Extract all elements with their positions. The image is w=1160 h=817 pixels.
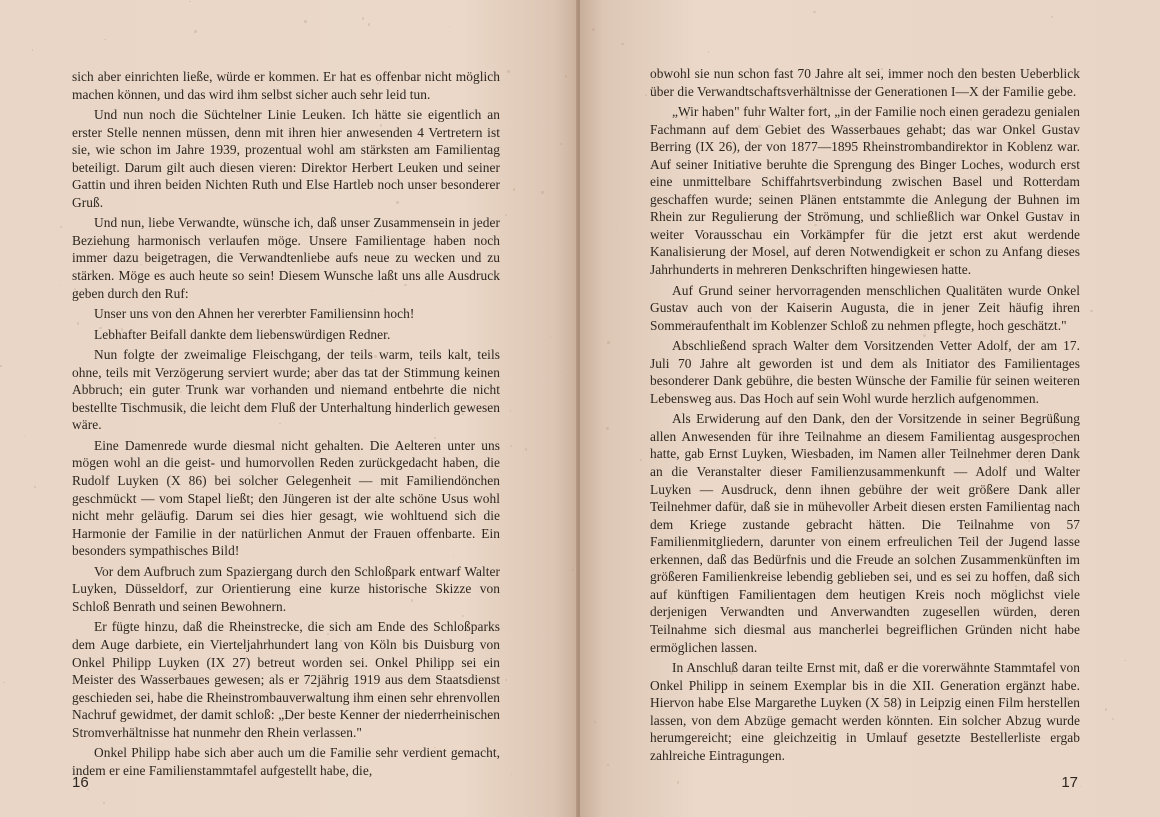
paragraph: obwohl sie nun schon fast 70 Jahre alt sei, immer noch den besten Ueberblick über die Verwandtschaftsverhältnisse der Generationen I—X der Familie gebe. [650, 66, 1080, 99]
paper-speck [505, 679, 507, 681]
paper-speck [736, 449, 738, 451]
paragraph: sich aber einrichten ließe, würde er kommen. Er hat es offenbar nicht möglich machen können, und das wird ihm selbst sicher auch sehr leid tun. [72, 69, 500, 102]
paragraph: Als Erwiderung auf den Dank, den der Vorsitzende in seiner Begrüßung allen Anwesenden für ihre Teilnahme an diesem Familientag ausgesprochen hatte, gab Ernst Luyken, Wiesbaden, im Namen aller Teilnehmer deren Dank an die Veranstalter dieser Familienzusammenkunft — Adolf und Walter Luyken — Ausdruck, denn ihnen gebühre der weit größere Dank aller Teilnehmer dafür, daß sie in mühevoller Arbeit diesen ersten Familientag nach dem Kriege zustande gebracht hätten. Die Teilnahme von 57 Familienmitgliedern, darunter von einem erfreulichen Teil der Jugend lasse erkennen, daß das Bedürfnis und die Freude an solchen Zusammenkünften im größeren Familienkreise lebendig geblieben sei, und es sei zu hoffen, daß sich auf künftigen Familientagen dem heutigen Kreis noch möglichst viele derjenigen Verwandten und Anverwandten zugesellen würden, deren Teilnahme sich diesmal aus mancherlei begreiflichen Gründen nicht habe ermöglichen lassen. [650, 411, 1080, 655]
paper-speck [525, 448, 527, 450]
paper-speck [374, 355, 377, 358]
paper-speck [0, 365, 2, 367]
paragraph: In Anschluß daran teilte Ernst mit, daß er die vorerwähnte Stammtafel von Onkel Philipp in seinem Exemplar bis in die XII. Generation ergänzt habe. Hiervon habe Else Margarethe Luyken (X 58) in Leipzig einen Film herstellen lassen, von dem Abzüge gemacht werden könnten. Ein solcher Abzug wurde herumgereicht; eine gleichzeitig in Umlauf gesetzte Bestellerliste ergab zahlreiche Eintragungen. [650, 660, 1080, 763]
paper-speck [708, 350, 710, 352]
paper-speck [188, 393, 189, 394]
paper-speck [1003, 476, 1005, 478]
page-number-right: 17 [1061, 774, 1078, 791]
paper-speck [304, 20, 307, 23]
paper-speck [79, 151, 80, 152]
paper-speck [327, 633, 329, 635]
paragraph: „Wir haben" fuhr Walter fort, „in der Familie noch einen geradezu genialen Fachmann auf dem Gebiet des Wasserbaues gehabt; das war Onkel Gustav Berring (IX 26), der von 1877—1895 Rheinstrombandirektor in Koblenz war. Auf seiner Initiative beruhte die Sprengung des Binger Loches, wodurch erst eine unmittelbare Schiffahrtsverbindung zwischen Basel und Rotterdam geschaffen wurde; seinen Plänen entstammte die Anlegung der Buhnen im Rhein zur Regulierung der Strömung, und schließlich war Onkel Gustav in weiter Vorausschau ein Vorkämpfer für die jetzt erst akut werdende Kanalisierung der Mosel, auf deren Notwendigkeit er schon zu Anfang dieses Jahrhunderts in mehreren Denkschriften hingewiesen hatte. [650, 104, 1080, 278]
paper-speck [289, 633, 291, 635]
paper-speck [189, 1, 190, 2]
paper-speck [813, 11, 815, 13]
paper-speck [396, 201, 399, 204]
paper-speck [119, 367, 121, 369]
paper-speck [1015, 585, 1017, 587]
paper-speck [606, 427, 608, 429]
right-page [580, 0, 1160, 817]
toast-quote: Unser uns von den Ahnen her vererbter Familiensinn hoch! [94, 306, 415, 322]
paper-speck [541, 191, 544, 194]
paper-speck [99, 327, 101, 329]
paper-speck [462, 413, 464, 415]
paper-speck [713, 81, 714, 82]
paper-speck [434, 437, 436, 439]
paper-speck [248, 475, 250, 477]
paper-speck [77, 322, 80, 325]
paper-speck [180, 391, 182, 393]
paper-speck [359, 662, 361, 664]
paper-speck [505, 214, 507, 216]
paper-speck [1011, 477, 1012, 478]
right-page-text [650, 65, 1080, 764]
paper-speck [783, 524, 785, 526]
paper-speck [510, 445, 512, 447]
paper-speck [758, 125, 761, 128]
paper-speck [388, 754, 390, 756]
paper-speck [689, 320, 692, 323]
left-page-text [72, 68, 500, 779]
paper-speck [121, 328, 124, 331]
paper-speck [640, 459, 642, 461]
paper-speck [442, 71, 444, 73]
paragraph: Auf Grund seiner hervorragenden menschlichen Qualitäten wurde Onkel Gustav auch von der Kaiserin Augusta, die in jener Zeit häufig ihren Sommeraufenthalt im Koblenzer Schloß zu nehmen pflegte, hoch geschätzt." [650, 282, 1080, 333]
paper-speck [404, 284, 407, 287]
paragraph: Lebhafter Beifall dankte dem liebenswürdigen Redner. [94, 326, 391, 342]
paper-speck [377, 83, 378, 84]
paragraph: Eine Damenrede wurde diesmal nicht gehalten. Die Aelteren unter uns mögen wohl an die geist- und humorvollen Reden zurückgedacht haben, die Rudolf Luyken (X 86) bei solcher Gelegenheit — mit Familiendönchen geschmückt — vom Stapel ließt; den Jüngeren ist der alte schöne Usus wohl nicht mehr geläufig. Darum sei dies hier gesagt, wie wohltuend sich die Harmonie der Familie in der natürlichen Anmut der Frauen offenbarte. Ein besonders sympathisches Bild! [72, 437, 500, 559]
paragraph: Vor dem Aufbruch zum Spaziergang durch den Schloßpark entwarf Walter Luyken, Düsseldorf, zur Orientierung eine kurze historische Skizze von Schloß Benrath und seinen Bewohnern. [72, 563, 500, 614]
paper-speck [550, 336, 551, 337]
paper-speck [1066, 697, 1069, 700]
paragraph: Abschließend sprach Walter dem Vorsitzenden Vetter Adolf, der am 17. Juli 70 Jahre alt geworden ist und dem als Initiator des Familientages besonderer Dank gebühre, die besten Wünsche der Familie für seinen weiteren Lebensweg aus. Das Hoch auf sein Wohl wurde herzlich aufgenommen. [650, 338, 1080, 406]
paper-speck [3, 682, 4, 683]
paragraph: Er fügte hinzu, daß die Rheinstrecke, die sich am Ende des Schloßparks dem Auge darbiete, ein Vierteljahrhundert lang von Köln bis Duisburg von Onkel Philipp Luyken (IX 27) betreut worden sei. Onkel Philipp sei ein Meister des Wasserbaues gewesen; als er 72jährig 1919 aus dem Staatsdienst geschieden sei, habe die Rheinstrombauverwaltung ihm einen sehr ehrenvollen Nachruf gewidmet, der damit schloß: „Der beste Kenner der niederrheinischen Stromverhältnisse hat nunmehr den Rhein verlassen." [72, 619, 500, 740]
paper-speck [507, 70, 510, 73]
paper-speck [870, 366, 871, 367]
paper-speck [1052, 442, 1055, 445]
paper-speck [621, 43, 623, 45]
left-page [0, 0, 578, 817]
paper-speck [156, 181, 158, 183]
paper-speck [645, 94, 647, 96]
paper-speck [1058, 502, 1059, 503]
paper-speck [453, 556, 454, 557]
paragraph: Onkel Philipp habe sich aber auch um die Familie sehr verdient gemacht, indem er eine Familienstammtafel aufgestellt habe, die, [72, 745, 500, 778]
paper-speck [362, 17, 364, 19]
paper-speck [1063, 364, 1066, 367]
paper-speck [267, 593, 269, 595]
paper-speck [1112, 718, 1114, 720]
paper-speck [797, 163, 800, 166]
page-number-left: 16 [72, 774, 89, 791]
paper-speck [510, 410, 511, 411]
paper-speck [1105, 708, 1107, 710]
paper-speck [1051, 16, 1053, 18]
paragraph: Und nun noch die Süchtelner Linie Leuken. Ich hätte sie eigentlich an erster Stelle nennen müssen, denn mit ihren hier anwesenden 4 Vertretern ist sie, wie schon im Jahre 1939, prozentual wohl am stärksten am Familientag beteiligt. Darum gilt auch diesen vieren: Direktor Herbert Leuken und seiner Gattin und ihren beiden Nichten Ruth und Else Hartleb noch unser besonderer Gruß. [72, 107, 500, 210]
paper-speck [838, 689, 839, 690]
paper-speck [677, 781, 679, 783]
paper-speck [34, 486, 36, 488]
paper-speck [411, 599, 413, 601]
paper-speck [923, 334, 926, 337]
paper-speck [74, 288, 76, 290]
paragraph: Nun folgte der zweimalige Fleischgang, der teils warm, teils kalt, teils ohne, teils mit Verzögerung serviert wurde; aber das tat der Stimmung keinen Abbruch; ein guter Trunk war vorhanden und niemand entbehrte die nicht bestellte Tischmusik, die leicht dem Fluß der Unterhaltung hinderlich gewesen wäre. [72, 347, 500, 433]
paper-speck [194, 30, 197, 33]
paper-speck [1080, 786, 1081, 787]
paper-speck [87, 788, 89, 790]
paper-speck [882, 695, 884, 697]
paper-speck [380, 124, 382, 126]
paper-speck [685, 116, 688, 119]
paper-speck [340, 640, 341, 641]
paragraph: Und nun, liebe Verwandte, wünsche ich, daß unser Zusammensein in jeder Beziehung harmonisch verlaufen möge. Unsere Familientage haben noch immer dazu beigetragen, die Verwandtenliebe aufs neue zu wecken und zu stärken. Möge es auch heute so sein! Diesem Wunsche laßt uns alle Ausdruck geben durch den Ruf: [72, 215, 500, 301]
paper-speck [970, 118, 973, 121]
paper-speck [976, 608, 979, 611]
